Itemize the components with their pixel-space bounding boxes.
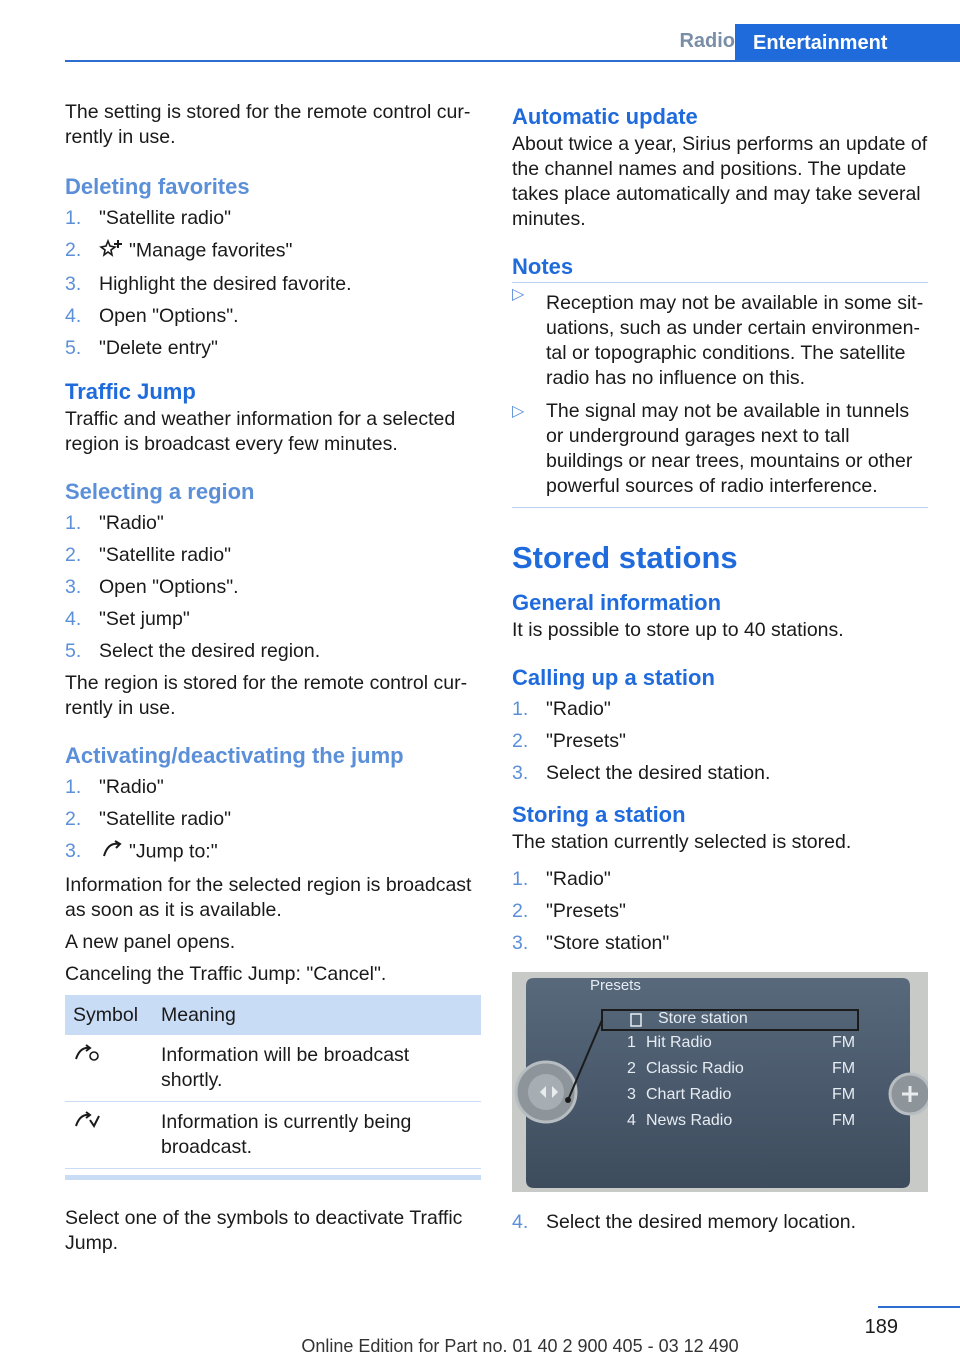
calling-station-heading: Calling up a station	[512, 665, 715, 690]
list-item: ▷ Reception may not be available in some situations, such as under certain environmental or topographic conditions. The satellite radio has no influence on this.	[512, 282, 928, 391]
traffic-jump-pending-icon	[73, 1046, 101, 1068]
presets-screen-image	[512, 972, 928, 1192]
table-cell: Information will be broadcast shortly.	[153, 1035, 481, 1102]
deleting-favorites-heading: Deleting favorites	[65, 174, 250, 199]
storing-steps	[512, 867, 928, 956]
right-column	[512, 102, 928, 1242]
storing-station-heading: Storing a station	[512, 802, 686, 827]
intro-text: The setting is stored for the remote control currently in use.	[65, 101, 471, 148]
list-item: 5. Select the desired region.	[65, 640, 321, 662]
traffic-jump-heading: Traffic Jump	[65, 379, 196, 404]
storing-station-text: The station currently selected is stored.	[512, 831, 852, 853]
automatic-update-heading: Automatic update	[512, 104, 698, 129]
selecting-region-heading: Selecting a region	[65, 479, 255, 504]
list-item: 5. "Delete entry"	[65, 337, 218, 359]
automatic-update-text: About twice a year, Sirius performs an update of the channel names and positions. The update takes place automatically and may take several minutes.	[512, 133, 928, 230]
notes-list	[512, 282, 928, 499]
table-footer-bar	[65, 1175, 481, 1180]
table-cell: Information is currently being broadcast.	[153, 1102, 481, 1169]
deleting-steps	[65, 206, 481, 361]
list-item: 1. "Radio"	[512, 868, 611, 890]
calling-steps	[512, 697, 928, 786]
list-item: 3. Highlight the desired favorite.	[65, 273, 352, 295]
region-after-text: The region is stored for the remote control currently in use.	[65, 672, 468, 719]
meaning-column-header: Meaning	[153, 995, 481, 1035]
list-item: 3. Select the desired station.	[512, 762, 771, 784]
storing-final-step	[512, 1210, 928, 1235]
list-item: 1. "Radio"	[65, 512, 164, 534]
list-item: 1 Hit Radio FM	[627, 1034, 856, 1051]
jump-info-text: Information for the selected region is broadcast as soon as it is available.	[65, 874, 472, 921]
list-item: 1. "Radio"	[512, 698, 611, 720]
footer-rule	[878, 1306, 960, 1308]
traffic-jump-text: Traffic and weather information for a selected region is broadcast every few minutes.	[65, 408, 456, 455]
notes-heading: Notes	[512, 254, 574, 279]
chapter-tab: Entertainment	[735, 24, 960, 62]
station-list	[624, 1034, 864, 1138]
list-item: 4. Select the desired memory location.	[512, 1211, 856, 1233]
list-item: 2. "Satellite radio"	[65, 808, 231, 830]
region-steps	[65, 511, 481, 664]
list-item: 4. "Set jump"	[65, 608, 190, 630]
section-tab: Radio	[679, 30, 735, 52]
list-item: 2. "Presets"	[512, 730, 626, 752]
list-item: 2 Classic Radio FM	[627, 1060, 856, 1077]
edition-footer: Online Edition for Part no. 01 40 2 900 405 - 03 12 490	[301, 1336, 739, 1356]
page-number: 189	[864, 1316, 898, 1338]
table-row	[65, 1102, 481, 1169]
list-item: 1. "Radio"	[65, 776, 164, 798]
symbol-column-header: Symbol	[65, 995, 153, 1035]
list-item: 3 Chart Radio FM	[627, 1086, 856, 1103]
star-plus-icon	[99, 238, 125, 265]
page-header	[65, 24, 960, 62]
list-item: 3. "Jump to:"	[65, 839, 481, 866]
stored-stations-heading: Stored stations	[512, 540, 738, 575]
jump-steps	[65, 775, 481, 866]
general-information-heading: General information	[512, 590, 722, 615]
store-station-label: Store station	[658, 1010, 748, 1027]
general-information-text: It is possible to store up to 40 stations.	[512, 619, 844, 641]
outro-text: Select one of the symbols to deactivate Traffic Jump.	[65, 1207, 463, 1254]
jump-panel-text: A new panel opens.	[65, 931, 236, 953]
list-item: 2. "Satellite radio"	[65, 544, 231, 566]
left-column	[65, 100, 481, 1256]
jump-cancel-text: Canceling the Traffic Jump: "Cancel".	[65, 963, 387, 985]
list-item: 2. "Manage favorites"	[65, 238, 481, 265]
list-item: ▷ The signal may not be available in tunnels or underground garages next to tall buildings or near trees, mountains or other powerful sources of radio interference.	[512, 400, 913, 497]
list-item: 1. "Satellite radio"	[65, 207, 231, 229]
activating-jump-heading: Activating/deactivating the jump	[65, 743, 404, 768]
table-row	[65, 1035, 481, 1102]
list-item: 2. "Presets"	[512, 900, 626, 922]
presets-title: Presets	[590, 977, 641, 994]
header-rule	[65, 60, 960, 62]
list-item: 3. "Store station"	[512, 932, 670, 954]
list-item: 4. Open "Options".	[65, 305, 239, 327]
list-item: 3. Open "Options".	[65, 576, 239, 598]
traffic-jump-icon	[99, 839, 125, 866]
symbol-table	[65, 995, 481, 1169]
traffic-jump-active-icon	[73, 1113, 101, 1135]
list-item: 4 News Radio FM	[627, 1112, 856, 1129]
